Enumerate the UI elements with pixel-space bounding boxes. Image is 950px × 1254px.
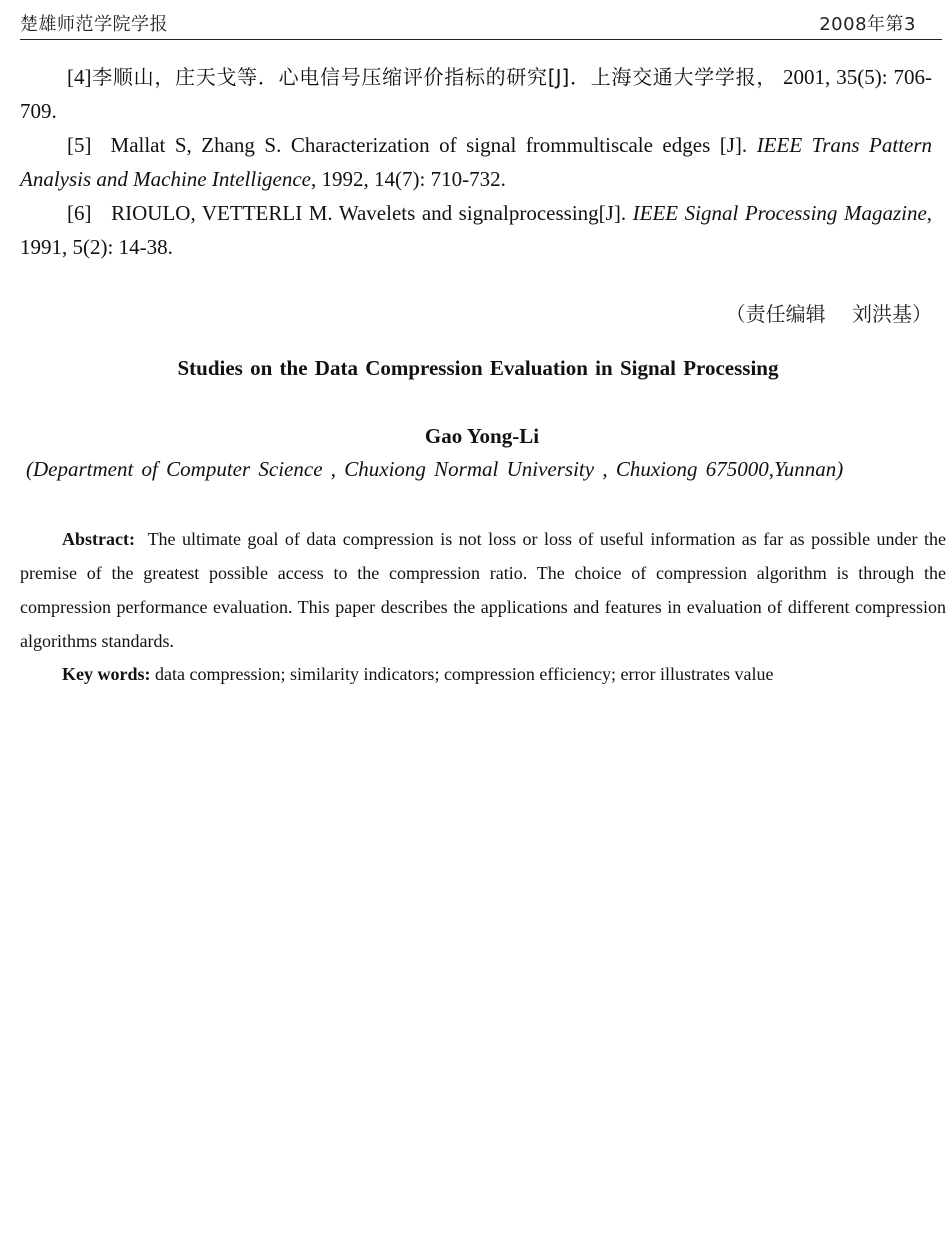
reference-details: , 1991, 5(2): 14-38. (20, 201, 933, 259)
journal-name: 楚雄师范学院学报 (20, 14, 168, 35)
keywords (20, 657, 946, 691)
issue-label: 2008年第3 (819, 14, 916, 35)
reference-authors: Mallat S, Zhang S. (110, 133, 282, 157)
keywords-label: Key words: (62, 664, 151, 684)
reference-number: [4] (67, 65, 92, 89)
author-affiliation: (Department of Computer Science , Chuxiong Normal University , Chuxiong 675000,Yunnan) (26, 457, 844, 481)
author-name: Gao Yong-Li (424, 424, 540, 448)
reference-details: , 1992, 14(7): 710-732. (311, 167, 506, 191)
abstract-text: The ultimate goal of data compression is not loss or loss of useful information as far as possible under the premise of the greatest possible access to the compression ratio. The choice of compression algorithm is through the compression performance evaluation. This paper describes the applications and features in evaluation of different compression algorithms standards. (20, 529, 946, 651)
reference-title: Characterization of signal frommultiscale edges [J]. (290, 133, 748, 157)
reference-item (20, 60, 932, 128)
reference-title: 心电信号压缩评价指标的研究[J]． (278, 65, 591, 89)
english-title: Studies on the Data Compression Evaluation in Signal Processing (177, 356, 779, 380)
reference-journal: IEEE Signal Processing Magazine (632, 201, 927, 225)
running-header (20, 8, 942, 40)
reference-authors: RIOULO, VETTERLI M. (111, 201, 333, 225)
reference-journal: IEEE Trans Pattern Analysis and Machine Intelligence (20, 133, 933, 191)
reference-list (20, 60, 932, 264)
abstract-label: Abstract: (62, 529, 135, 549)
abstract (20, 522, 946, 658)
reference-authors: 李顺山，庄天戈等． (91, 65, 279, 89)
reference-item (20, 196, 932, 264)
keywords-text: data compression; similarity indicators; compression efficiency; error illustrates value (155, 664, 774, 684)
reference-details: 2001, 35(5): 706-709. (20, 65, 933, 123)
reference-number: [6] (67, 201, 92, 225)
reference-title: Wavelets and signalprocessing[J]. (338, 201, 627, 225)
reference-number: [5] (67, 133, 92, 157)
reference-item (20, 128, 932, 196)
responsible-editor: （责任编辑 刘洪基） (725, 302, 932, 326)
reference-journal: 上海交通大学学报， (590, 65, 778, 89)
